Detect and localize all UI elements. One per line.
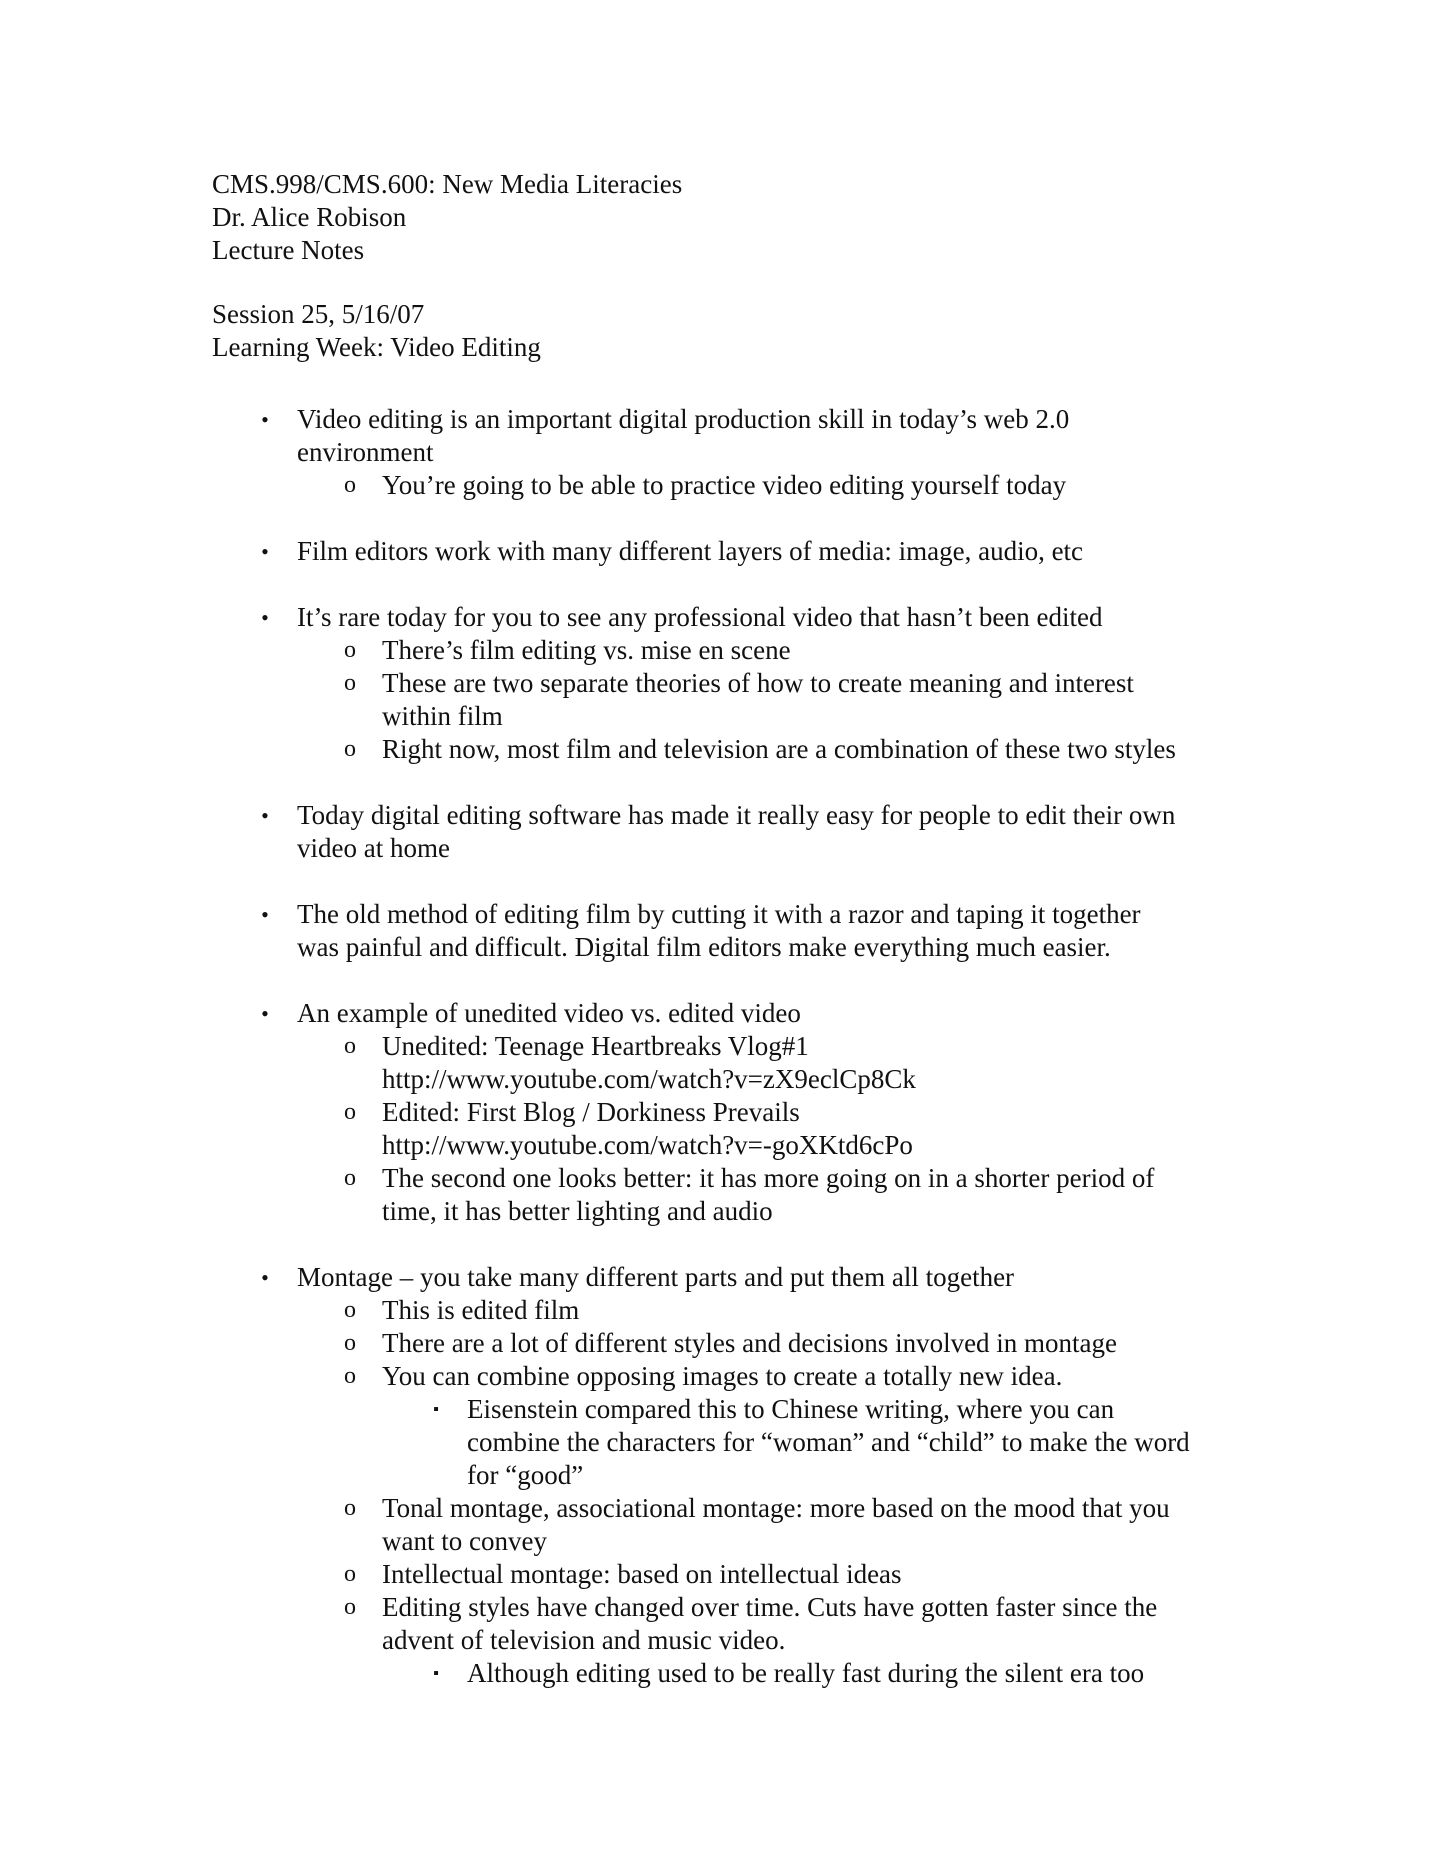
bullet-text-line: Video editing is an important digital production skill in today’s web 2.0 xyxy=(297,404,1070,434)
sub-bullet-item xyxy=(212,634,1252,667)
sub-sub-bullet-marker: ▪ xyxy=(433,1401,439,1418)
bullet-text-line: Film editors work with many different layers of media: image, audio, etc xyxy=(297,536,1084,566)
document-type: Lecture Notes xyxy=(212,235,365,265)
bullet-text-line: Intellectual montage: based on intellectual ideas xyxy=(382,1559,902,1589)
sub-bullet-item xyxy=(212,469,1252,502)
nested-list xyxy=(297,1030,1252,1228)
bullet-text-line: within film xyxy=(382,701,503,731)
bullet-text-line: Right now, most film and television are a combination of these two styles xyxy=(382,734,1176,764)
sub-bullet-marker: o xyxy=(344,736,356,762)
sub-bullet-item xyxy=(212,1162,1252,1228)
bullet-text-line: Montage – you take many different parts and put them all together xyxy=(297,1262,1015,1292)
bullet-text-line: Editing styles have changed over time. Cuts have gotten faster since the xyxy=(382,1592,1158,1622)
sub-bullet-item xyxy=(212,1327,1252,1360)
bullet-text-line: for “good” xyxy=(467,1460,584,1490)
sub-bullet-item xyxy=(212,1096,1252,1162)
nested-list xyxy=(382,1393,1252,1492)
bullet-text-line: An example of unedited video vs. edited video xyxy=(297,998,801,1028)
bullet-text-line: Unedited: Teenage Heartbreaks Vlog#1 xyxy=(382,1031,809,1061)
bullet-text-line: You can combine opposing images to create a totally new idea. xyxy=(382,1361,1063,1391)
lecture-notes-list xyxy=(212,403,1252,1690)
bullet-text-line: Edited: First Blog / Dorkiness Prevails xyxy=(382,1097,800,1127)
bullet-item xyxy=(212,601,1252,766)
sub-sub-bullet-marker: ▪ xyxy=(433,1665,439,1682)
sub-sub-bullet-item xyxy=(212,1393,1252,1492)
nested-list xyxy=(297,1294,1252,1690)
bullet-text-line: The second one looks better: it has more going on in a shorter period of xyxy=(382,1163,1155,1193)
bullet-item xyxy=(212,898,1252,964)
bullet-text-line: This is edited film xyxy=(382,1295,580,1325)
sub-bullet-item xyxy=(212,1360,1252,1492)
sub-bullet-marker: o xyxy=(344,1099,356,1125)
bullet-text-line: Eisenstein compared this to Chinese writing, where you can xyxy=(467,1394,1115,1424)
document-page xyxy=(212,168,1252,1690)
sub-bullet-item xyxy=(212,1591,1252,1690)
bullet-marker: • xyxy=(261,803,269,828)
bullet-text-line: time, it has better lighting and audio xyxy=(382,1196,773,1226)
sub-bullet-marker: o xyxy=(344,670,356,696)
session-topic: Learning Week: Video Editing xyxy=(212,332,541,362)
bullet-text-line: Tonal montage, associational montage: more based on the mood that you xyxy=(382,1493,1170,1523)
sub-bullet-item xyxy=(212,733,1252,766)
bullet-marker: • xyxy=(261,539,269,564)
bullet-marker: • xyxy=(261,1265,269,1290)
bullet-text-line: advent of television and music video. xyxy=(382,1625,786,1655)
bullet-text-line: combine the characters for “woman” and “child” to make the word xyxy=(467,1427,1190,1457)
bullet-marker: • xyxy=(261,1001,269,1026)
bullet-text-line: Today digital editing software has made it really easy for people to edit their own xyxy=(297,800,1176,830)
bullet-item xyxy=(212,799,1252,865)
bullet-text-line: The old method of editing film by cutting it with a razor and taping it together xyxy=(297,899,1141,929)
sub-bullet-item xyxy=(212,1030,1252,1096)
bullet-item xyxy=(212,1261,1252,1690)
bullet-text-line: http://www.youtube.com/watch?v=zX9eclCp8Ck xyxy=(382,1064,916,1094)
session-info xyxy=(212,298,1252,364)
nested-list xyxy=(297,469,1252,502)
bullet-marker: • xyxy=(261,407,269,432)
document-header xyxy=(212,168,1252,267)
bullet-text-line: Although editing used to be really fast during the silent era too xyxy=(467,1658,1145,1688)
sub-bullet-marker: o xyxy=(344,1594,356,1620)
bullet-text-line: want to convey xyxy=(382,1526,547,1556)
sub-bullet-marker: o xyxy=(344,1297,356,1323)
bullet-marker: • xyxy=(261,605,269,630)
sub-bullet-marker: o xyxy=(344,1363,356,1389)
sub-bullet-marker: o xyxy=(344,1165,356,1191)
sub-bullet-item xyxy=(212,1294,1252,1327)
course-title: CMS.998/CMS.600: New Media Literacies xyxy=(212,169,683,199)
sub-bullet-marker: o xyxy=(344,1495,356,1521)
sub-sub-bullet-item xyxy=(212,1657,1252,1690)
bullet-text-line: was painful and difficult. Digital film editors make everything much easier. xyxy=(297,932,1111,962)
bullet-text-line: http://www.youtube.com/watch?v=-goXKtd6cPo xyxy=(382,1130,913,1160)
bullet-text-line: There’s film editing vs. mise en scene xyxy=(382,635,791,665)
sub-bullet-marker: o xyxy=(344,1330,356,1356)
sub-bullet-item xyxy=(212,1492,1252,1558)
sub-bullet-marker: o xyxy=(344,637,356,663)
bullet-text-line: video at home xyxy=(297,833,450,863)
bullet-text-line: You’re going to be able to practice video editing yourself today xyxy=(382,470,1067,500)
sub-bullet-marker: o xyxy=(344,1561,356,1587)
session-date: Session 25, 5/16/07 xyxy=(212,299,425,329)
bullet-text-line: It’s rare today for you to see any professional video that hasn’t been edited xyxy=(297,602,1103,632)
bullet-item xyxy=(212,535,1252,568)
nested-list xyxy=(382,1657,1252,1690)
sub-bullet-marker: o xyxy=(344,472,356,498)
sub-bullet-item xyxy=(212,667,1252,733)
bullet-text-line: There are a lot of different styles and decisions involved in montage xyxy=(382,1328,1118,1358)
bullet-item xyxy=(212,403,1252,502)
nested-list xyxy=(297,634,1252,766)
bullet-item xyxy=(212,997,1252,1228)
bullet-text-line: These are two separate theories of how to create meaning and interest xyxy=(382,668,1134,698)
instructor-name: Dr. Alice Robison xyxy=(212,202,407,232)
sub-bullet-marker: o xyxy=(344,1033,356,1059)
sub-bullet-item xyxy=(212,1558,1252,1591)
bullet-text-line: environment xyxy=(297,437,434,467)
bullet-marker: • xyxy=(261,902,269,927)
